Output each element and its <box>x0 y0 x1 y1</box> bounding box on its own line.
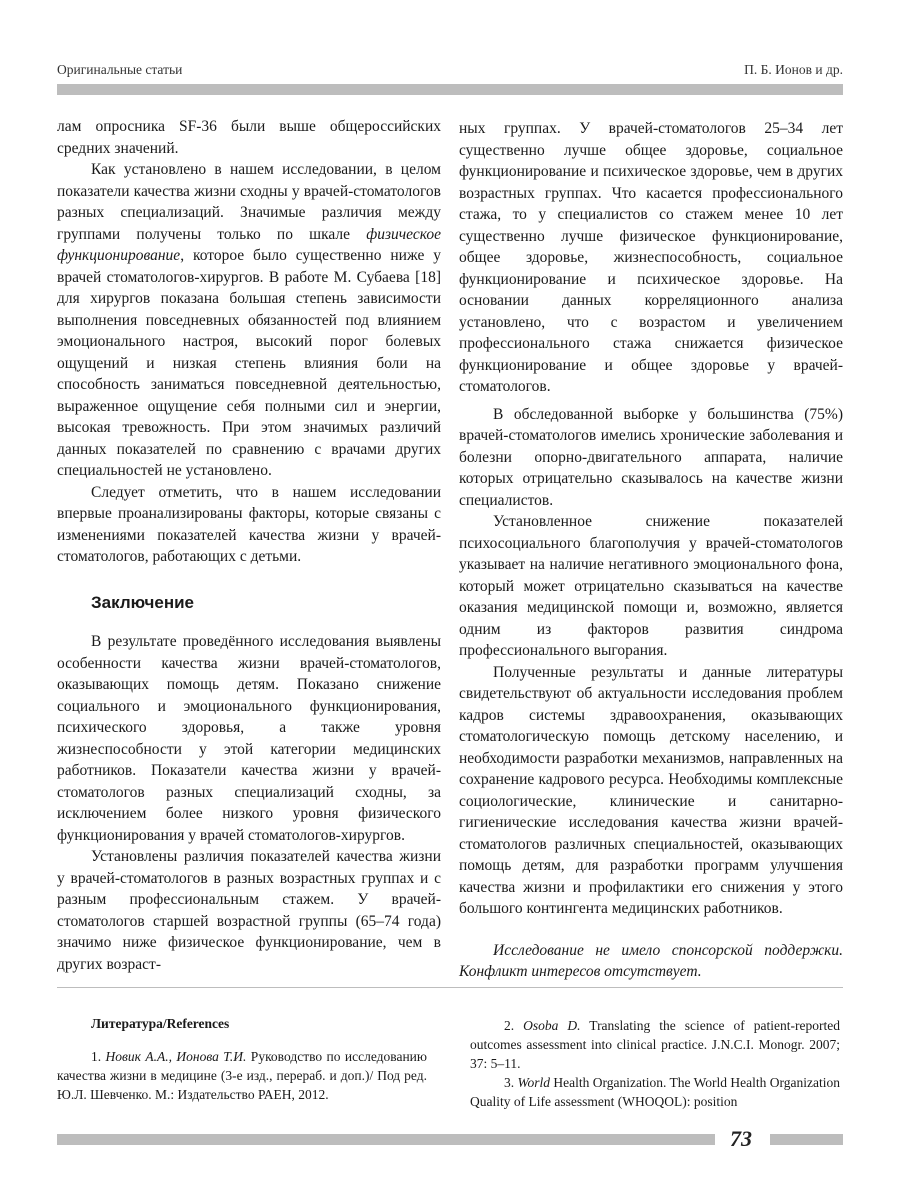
reference-item <box>470 1073 840 1111</box>
reference-text: Health Organization. The World Health Organization Quality of Life assessment (WHOQOL): position <box>470 1075 841 1109</box>
section-heading: Заключение <box>91 592 194 612</box>
paragraph: ных группах. У врачей-стоматологов 25–34 лет существенно лучше общее здоровье, социальное функционирование и психическое здоровье, чем в других возрастных группах. Что касается профессионального стажа, то у специалистов со стажем менее 10 лет существенно лучше физическое функционирование, общее здоровье, жизнеспособность, социальное функционирование и психическое здоровье. На основании данных корреляционного анализа установлено, что с возрастом и увеличением профессионального стажа снижается физическое функционирование и общее здоровье у врачей-стоматологов. <box>459 120 843 395</box>
paragraph: Установленное снижение показателей психосоциального благополучия у врачей-стоматологов указывает на наличие негативного эмоционального фона, который может отрицательно сказываться на качестве оказания медицинской помощи и, возможно, является одним из факторов развития синдрома профессионального выгорания. <box>459 513 843 659</box>
reference-text: Translating the science of patient-reported outcomes assessment into clinical practice. J.N.C.I. Monogr. 2007; 37: 5–11. <box>470 1018 840 1071</box>
reference-authors: World <box>517 1075 551 1090</box>
paragraph: Следует отметить, что в нашем исследовании впервые проанализированы факторы, которые связаны с изменениями показателей качества жизни у врачей-стоматологов, работающих с детьми. <box>57 483 441 565</box>
references-divider <box>57 987 843 988</box>
reference-text: Руководство по исследованию качества жизни в медицине (3-е изд., перераб. и доп.)/ Под ред. Ю.Л. Шевченко. М.: Издательство РАЕН, 2012. <box>57 1049 427 1102</box>
paragraph: Установлены различия показателей качества жизни у врачей-стоматологов в разных возрастных группах и с разным профессиональным стажем. У врачей-стоматологов старшей возрастной группы (65–74 года) значимо ниже физическое функционирование, чем в других возраст- <box>57 848 441 973</box>
reference-number: 3. <box>504 1075 518 1090</box>
paragraph: В обследованной выборке у большинства (75%) врачей-стоматологов имелись хронические заболевания и болезни опорно-двигательного аппарата, наличие которых отрицательно сказывалось на качестве жизни специалистов. <box>459 405 843 509</box>
paragraph: Полученные результаты и данные литературы свидетельствуют об актуальности исследования проблем кадров системы здравоохранения, оказывающих стоматологическую помощь детскому населению, и необходимости разработки механизмов, направленных на сохранение кадрового ресурса. Необходимы комплексные социологические, клинические и санитарно-гигиенические исследования качества жизни врачей-стоматологов различных специальностей, оказывающих помощь детям, для разработки программ улучшения качества жизни и профилактики его снижения у этого большого контингента медицинских работников. <box>459 663 843 917</box>
references-right <box>470 1016 840 1111</box>
header-authors: П. Б. Ионов и др. <box>744 62 843 77</box>
footer-bar <box>57 1134 715 1145</box>
funding-statement: Исследование не имело спонсорской поддержки. Конфликт интересов отсутствует. <box>459 941 843 980</box>
reference-item <box>470 1016 840 1073</box>
header-section-title: Оригинальные статьи <box>57 62 183 77</box>
right-column <box>459 118 843 983</box>
paragraph: лам опросника SF-36 были выше общероссийских средних значений. <box>57 118 441 157</box>
references-left <box>57 1014 427 1104</box>
emphasis-text: физическое функционирование <box>57 225 441 264</box>
reference-authors: Osoba D. <box>523 1018 581 1033</box>
text-run: , которое было существенно ниже у врачей стоматологов-хирургов. В работе М. Субаева [18] для хирургов показана большая степень зависимости выполнения повседневных обязанностей под влиянием эмоционального настроя, высокий порог болевых ощущений и низкая степень влияния боли на способность заниматься повседневной деятельностью, выраженное ощущение себя полными сил и энергии, высокая тревожность. При этом значимых различий данных показателей по сравнению с врачами других специальностей не установлено. <box>57 247 441 479</box>
reference-item <box>57 1047 427 1104</box>
paragraph <box>57 159 441 482</box>
footer-bar-right <box>770 1134 843 1145</box>
reference-number: 1. <box>91 1049 106 1064</box>
references-title: Литература/References <box>91 1016 230 1031</box>
header-divider-bar <box>57 84 843 95</box>
left-column <box>57 116 441 975</box>
reference-authors: Новик А.А., Ионова Т.И. <box>105 1049 247 1064</box>
page-number: 73 <box>730 1126 752 1151</box>
reference-number: 2. <box>504 1018 524 1033</box>
paragraph: В результате проведённого исследования выявлены особенности качества жизни врачей-стоматологов, оказывающих помощь детям. Показано снижение социального и эмоционального функционирования, психического здоровья, а также уровня жизнеспособности у этой категории медицинских работников. Показатели качества жизни у врачей-стоматологов разных специализаций сходны, за исключением более низкого уровня физического функционирования у врачей стоматологов-хирургов. <box>57 633 441 844</box>
text-run: Как установлено в нашем исследовании, в целом показатели качества жизни сходны у врачей-стоматологов разных специализаций. Значимые различия между группами получены только по шкале <box>57 161 441 243</box>
